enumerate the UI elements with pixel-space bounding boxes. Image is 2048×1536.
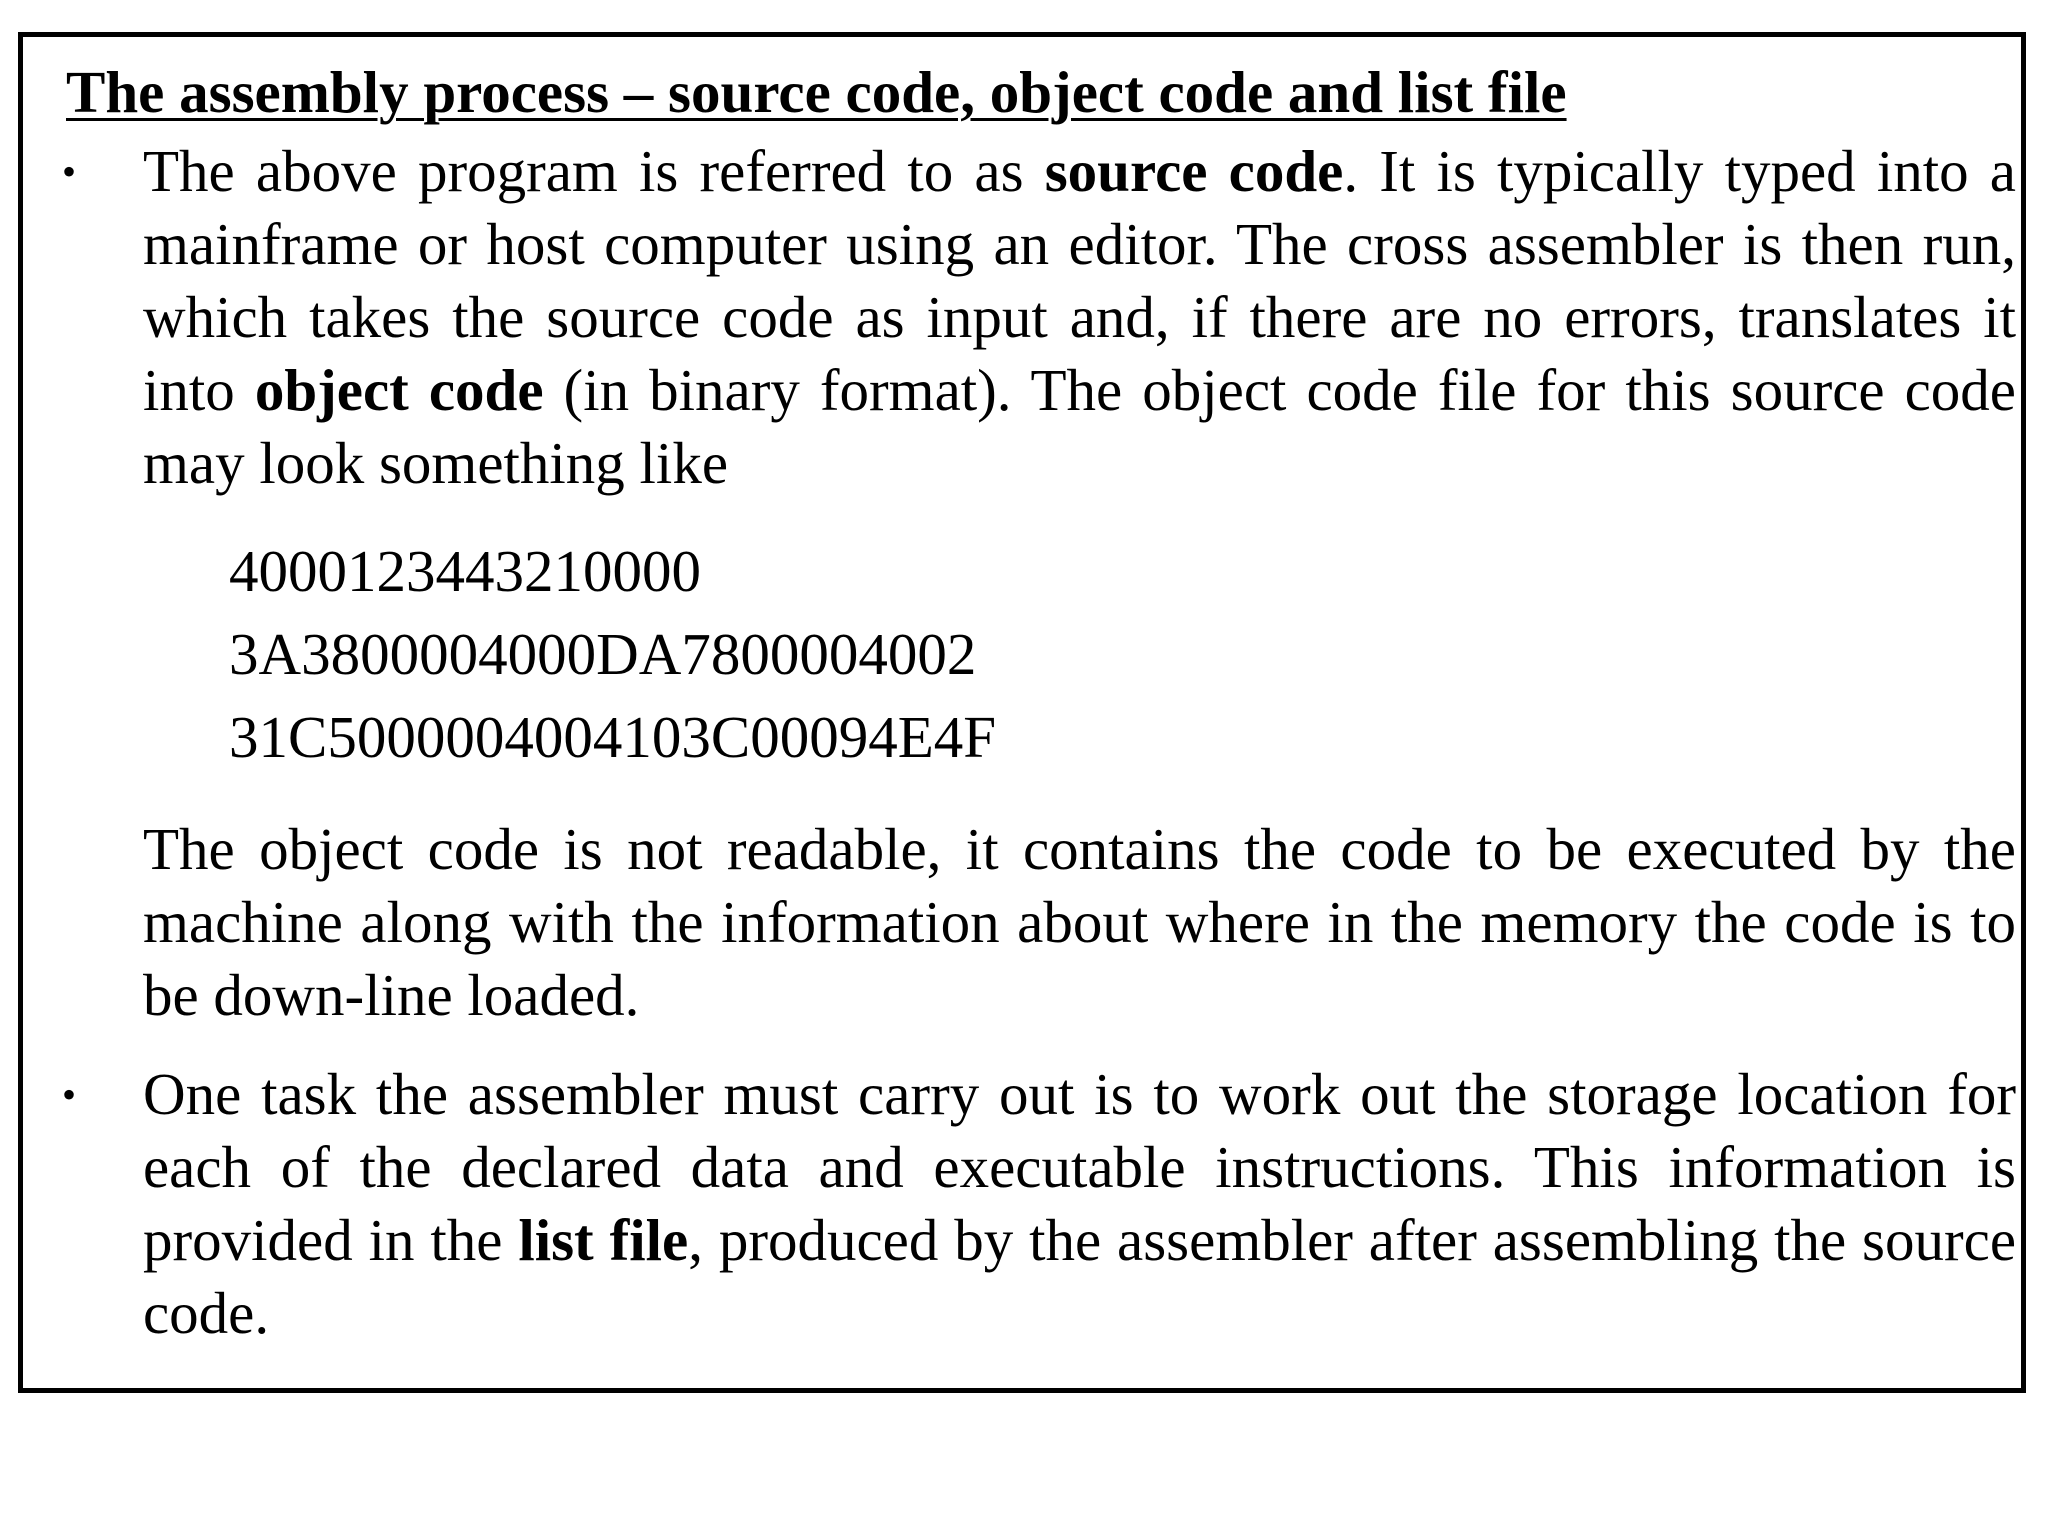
slide-frame xyxy=(18,32,2026,1393)
bullet-icon: • xyxy=(62,1072,77,1117)
object-code-listing xyxy=(143,530,2016,779)
bullet-icon: • xyxy=(62,149,77,194)
paragraph-list-file xyxy=(143,1058,2016,1350)
object-code-line: 3A3800004000DA7800004002 xyxy=(229,621,977,687)
object-code-line: 4000123443210000 xyxy=(229,538,701,604)
paragraph-object-code: The object code is not readable, it contains the code to be executed by the machine along with the information about where in the memory the code is to be down-line loaded. xyxy=(143,816,2016,1028)
slide-content xyxy=(46,37,2016,1350)
text-run: One task the assembler must carry out is to work out the storage location for each of the declared data and executable instructions. This information is provided in the xyxy=(143,1061,2016,1273)
term-list-file: list file xyxy=(518,1207,689,1273)
term-source-code: source code xyxy=(1044,138,1344,204)
slide-heading: The assembly process – source code, object code and list file xyxy=(66,59,1567,125)
bullet-item-2 xyxy=(46,1058,2016,1350)
text-run: , produced by the assembler after assembling the source code. xyxy=(143,1207,2017,1346)
term-object-code: object code xyxy=(254,357,544,423)
text-run: . It is typically typed into a mainframe or host computer using an editor. The cross assembler is then run, which takes the source code as input and, if there are no errors, translates it into xyxy=(143,138,2016,423)
bullet-item-1 xyxy=(46,135,2016,1032)
text-run: (in binary format). The object code file for this source code may look something like xyxy=(143,357,2016,496)
paragraph-source-code xyxy=(143,135,2016,500)
text-run: The above program is referred to as xyxy=(143,138,1045,204)
object-code-line: 31C5000004004103C00094E4F xyxy=(229,704,997,770)
